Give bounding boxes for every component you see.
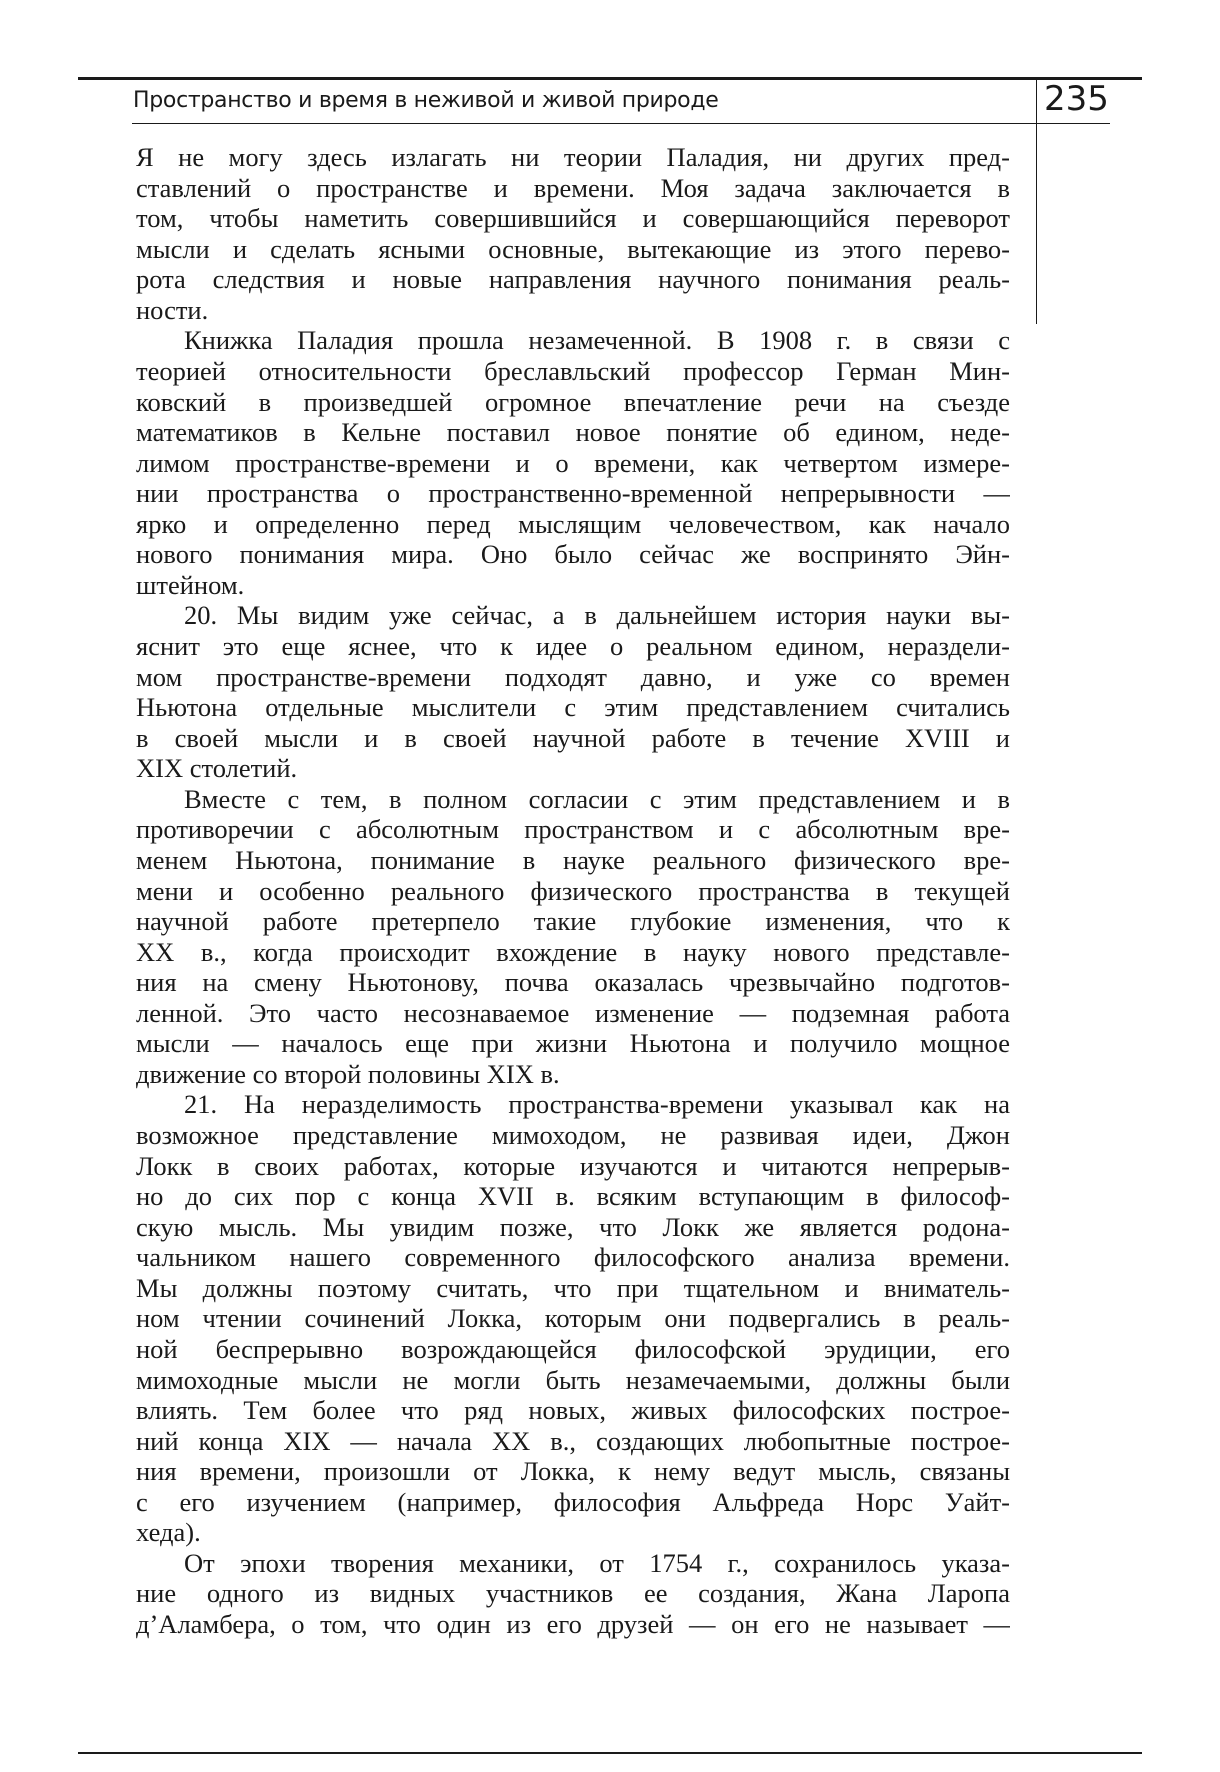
text-line: влиять. Тем более что ряд новых, живых философских построе- [136,1395,1010,1426]
text-line: с его изучением (например, философия Альфреда Норс Уайт- [136,1486,1010,1517]
text-line: XIX столетий. [136,753,298,784]
text-line: менем Ньютона, понимание в науке реального физического вре- [136,844,1010,875]
text-line: Локк в своих работах, которые изучаются и читаются непрерыв- [136,1150,1010,1181]
text-line: в своей мысли и в своей научной работе в течение XVIII и [136,722,1010,753]
text-line: скую мысль. Мы увидим позже, что Локк же является родона- [136,1211,1010,1242]
text-line: XX в., когда происходит вхождение в науку нового представле- [136,936,1010,967]
text-line: математиков в Кельне поставил новое понятие об едином, неде- [136,417,1010,448]
text-line: хеда). [136,1517,201,1548]
text-line: лимом пространстве-времени и о времени, как четвертом измере- [136,447,1010,478]
text-line: нии пространства о пространственно-временной непрерывности — [136,478,1010,509]
text-line: Вместе с тем, в полном согласии с этим представлением и в [184,783,1010,814]
text-line: Ньютона отдельные мыслители с этим представлением считались [136,692,1010,723]
text-body [136,142,1010,1640]
text-line: возможное представление мимоходом, не развивая идеи, Джон [136,1120,1010,1150]
text-line: научной работе претерпело такие глубокие изменения, что к [136,906,1010,937]
text-line: но до сих пор с конца XVII в. всяким вступающим в философ- [136,1181,1010,1212]
text-line: штейном. [136,569,245,600]
running-head: Пространство и время в неживой и живой природе [133,88,719,113]
text-line: ленной. Это часто несознаваемое изменение — подземная работа [136,997,1010,1028]
text-line: противоречии с абсолютным пространством и с абсолютным вре- [136,814,1010,845]
text-line: чальником нашего современного философского анализа времени. [136,1242,1010,1273]
bottom-rule [78,1752,1142,1754]
header-vertical-rule [1036,80,1037,324]
text-line: движение со второй половины XIX в. [136,1058,560,1089]
text-line: мысли и сделать ясными основные, вытекающие из этого перево- [136,233,1010,264]
text-line: Книжка Паладия прошла незамеченной. В 1908 г. в связи с [184,325,1010,356]
header-rule [132,123,1110,124]
text-line: ния времени, произошли от Локка, к нему ведут мысль, связаны [136,1456,1010,1487]
text-line: нового понимания мира. Оно было сейчас же воспринято Эйн- [136,539,1010,570]
text-line: 21. На неразделимость пространства-времени указывал как на [184,1089,1010,1120]
text-line: мени и особенно реального физического пространства в текущей [136,875,1010,906]
text-line: д’Аламбера, о том, что один из его друзей — он его не называет — [136,1609,1010,1639]
text-line: ности. [136,294,209,325]
text-line: ярко и определенно перед мыслящим человечеством, как начало [136,508,1010,539]
text-line: ном чтении сочинений Локка, которым они подвергались в реаль- [136,1303,1010,1334]
text-line: ставлений о пространстве и времени. Моя задача заключается в [136,172,1010,203]
text-line: 20. Мы видим уже сейчас, а в дальнейшем история науки вы- [184,600,1010,631]
text-line: ний конца XIX — начала XX в., создающих любопытные построе- [136,1425,1010,1456]
text-line: ние одного из видных участников ее создания, Жана Ларопа [136,1578,1010,1609]
page-number: 235 [1044,79,1109,119]
text-line: ной беспрерывно возрождающейся философской эрудиции, его [136,1333,1010,1364]
top-rule [78,77,1142,80]
text-line: Я не могу здесь излагать ни теории Паладия, ни других пред- [136,142,1010,172]
text-line: том, чтобы наметить совершившийся и совершающийся переворот [136,203,1010,234]
text-line: мом пространстве-времени подходят давно, и уже со времен [136,661,1010,692]
text-line: теорией относительности бреславльский профессор Герман Мин- [136,355,1010,386]
text-line: Мы должны поэтому считать, что при тщательном и вниматель- [136,1272,1010,1303]
text-line: От эпохи творения механики, от 1754 г., сохранилось указа- [184,1547,1010,1578]
text-line: мысли — началось еще при жизни Ньютона и получило мощное [136,1028,1010,1059]
text-line: мимоходные мысли не могли быть незамечаемыми, должны были [136,1364,1010,1395]
text-line: рота следствия и новые направления научного понимания реаль- [136,264,1010,295]
text-line: ния на смену Ньютонову, почва оказалась чрезвычайно подготов- [136,967,1010,998]
text-line: яснит это еще яснее, что к идее о реальном едином, нераздели- [136,631,1010,661]
text-line: ковский в произведшей огромное впечатление речи на съезде [136,386,1010,417]
